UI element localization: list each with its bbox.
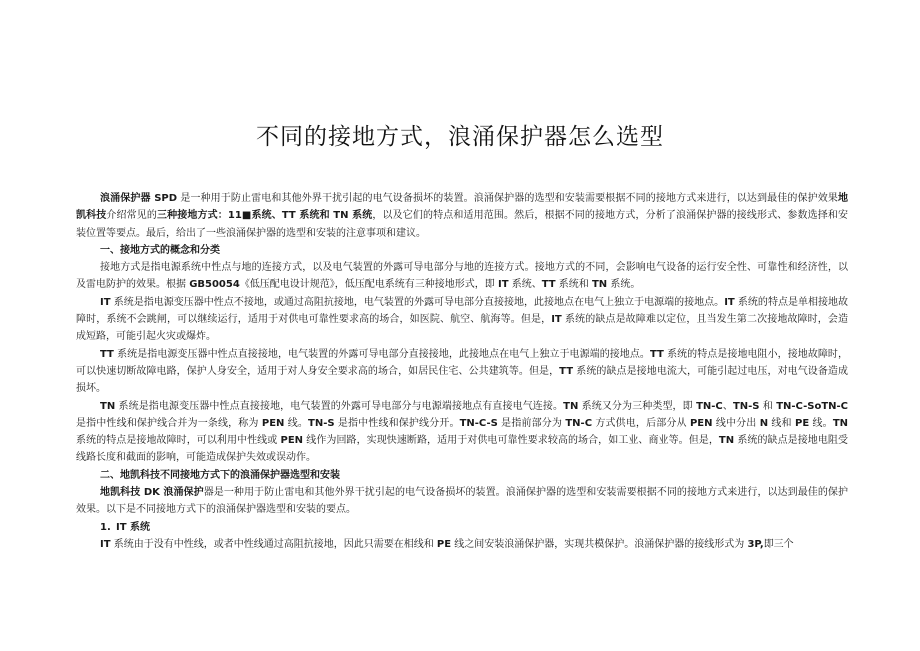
- text-run: TN: [832, 417, 849, 429]
- text-run: 系统、: [508, 279, 542, 291]
- text-run: IT: [498, 279, 509, 291]
- text-run: 三种接地方式：11■系统、TT 系统和 TN 系统: [157, 210, 373, 222]
- document-title: 不同的接地方式，浪涌保护器怎么选型: [256, 124, 664, 150]
- section-heading-1: 一、接地方式的概念和分类: [100, 244, 220, 256]
- text-run: 和: [759, 400, 777, 412]
- text-run: 《低压配电设计规范》，低压配电系统有三种接地形式，即: [239, 279, 498, 291]
- text-run: IT: [100, 538, 111, 550]
- intro-paragraph: [76, 190, 848, 242]
- text-run: 即三个: [763, 538, 794, 550]
- tn-system-paragraph: [76, 398, 848, 467]
- grounding-concept-paragraph: [76, 259, 848, 294]
- text-run: 系统的特点是接地故障时，可以利用中性线或: [76, 435, 281, 447]
- text-run: 线。: [284, 417, 309, 429]
- text-run: TT: [559, 365, 574, 377]
- text-run: N: [759, 417, 769, 429]
- text-run: IT: [100, 296, 111, 308]
- text-run: 系统的缺点是故障难以定位，且当发生第二次接地故障时，会造成短路，可能引起火灾或爆炸。: [76, 314, 848, 343]
- text-run: 地凯科技: [76, 193, 848, 222]
- text-run: 系统的缺点是接地电流大，可能引起过电压，对电气设备造成损坏。: [76, 365, 849, 395]
- text-run: 线中分出: [712, 417, 760, 429]
- text-run: 系统是指电源变压器中性点直接接地，电气装置的外露可导电部分直接接地，此接地点在电气上独立于电源端的接地点。: [113, 348, 650, 360]
- text-run: TN-S: [732, 400, 760, 412]
- text-run: PEN: [280, 435, 304, 447]
- text-run: 接地方式是指电源系统中性点与地的连接方式，以及电气装置的外露可导电部分与地的连接方式。接地方式的不同，会影响电气设备的运行安全性、可靠性和经济性，以及雷电防护的效果。根据: [76, 262, 848, 291]
- text-run: 是指前部分为: [497, 417, 566, 429]
- text-run: 系统的缺点是接地电阻受线路长度和截面的影响，可能造成保护失效或误动作。: [76, 435, 848, 464]
- text-run: TN: [591, 279, 608, 291]
- text-run: 介绍常见的: [106, 210, 157, 222]
- text-run: 、: [722, 400, 733, 412]
- text-run: TN-C-SoTN-C: [776, 400, 849, 412]
- text-run: GB50054: [189, 279, 240, 291]
- text-run: 线。: [809, 417, 833, 429]
- it-system-paragraph: [76, 294, 848, 346]
- text-run: 系统由于没有中性线，或者中性线通过高阻抗接地，因此只需要在相线和: [110, 538, 437, 550]
- text-run: 系统和: [555, 279, 592, 291]
- text-run: TT: [100, 348, 114, 360]
- text-run: 是指中性线和保护线分开。: [334, 417, 460, 429]
- tt-system-paragraph: [76, 346, 848, 398]
- text-run: 浪涌保护器 SPD: [100, 193, 178, 204]
- text-run: PEN: [689, 417, 713, 429]
- text-run: PE: [436, 538, 452, 550]
- text-run: TN: [563, 400, 579, 412]
- text-run: TN-C-S: [459, 417, 498, 429]
- text-run: 系统是指电源变压器中性点直接接地，电气装置的外露可导电部分与电源端接地点有直接电气连接。: [115, 400, 564, 412]
- text-run: 线作为回路，实现快速断路，适用于对供电可靠性要求较高的场合，如工业、商业等。但是，: [303, 435, 719, 447]
- text-run: TN-C: [565, 417, 593, 429]
- text-run: 器是一种用于防止雷电和其他外界干扰引起的电气设备损坏的装置。浪涌保护器的选型和安装需要根据不同的接地方式来进行，以达到最佳的保护效果。以下是不同接地方式下的浪涌保护器选型和安装的要点。: [76, 487, 849, 516]
- text-run: 线和: [768, 417, 796, 429]
- text-run: TN-S: [308, 417, 335, 429]
- text-run: 系统的特点是接地电阻小，接地故障时，可以快速切断故障电路，保护人身安全，适用于对人身安全要求高的场合，如居民住宅、公共建筑等。但是，: [76, 348, 848, 377]
- spd-selection-paragraph: [76, 484, 848, 519]
- subsection-title: IT 系统: [116, 521, 151, 533]
- text-run: 线之间安装浪涌保护器，实现共模保护。浪涌保护器的接线形式为: [451, 538, 748, 550]
- text-run: PEN: [261, 417, 285, 429]
- text-run: TT: [649, 348, 664, 360]
- text-run: IT: [724, 296, 735, 308]
- text-run: ，以及它们的特点和适用范围。然后，根据不同的接地方式，分析了浪涌保护器的接线形式、参数选择和安装位置等要点。最后，给出了一些浪涌保护器的选型和安装的注意事项和建议。: [76, 210, 849, 239]
- text-run: TN: [100, 400, 116, 412]
- text-run: TN-C: [696, 400, 723, 412]
- text-run: 系统的特点是单相接地故障时，系统不会跳闸，可以继续运行，适用于对供电可靠性要求高的场合，如医院、航空、航海等。但是，: [76, 296, 848, 326]
- section-heading-2: 二、地凯科技不同接地方式下的浪涌保护器选型和安装: [100, 469, 340, 481]
- text-run: 系统是指电源变压器中性点不接地，或通过高阻抗接地，电气装置的外露可导电部分直接接地，此接地点在电气上独立于电源端的接地点。: [110, 296, 725, 308]
- text-run: IT: [551, 314, 562, 326]
- text-run: 系统。: [607, 279, 641, 291]
- text-run: 系统又分为三种类型，即: [578, 400, 697, 412]
- document-body: [76, 190, 848, 553]
- text-run: 是指中性线和保护线合并为一条线，称为: [76, 417, 262, 429]
- it-spd-paragraph: [76, 536, 848, 553]
- subsection-heading-it: [76, 519, 848, 536]
- text-run: 地凯科技 DK 浪涌保护: [100, 487, 204, 499]
- text-run: PE: [795, 417, 810, 429]
- list-number: 1.: [100, 521, 111, 533]
- text-run: TN: [718, 435, 735, 447]
- text-run: 是一种用于防止雷电和其他外界干扰引起的电气设备损坏的装置。浪涌保护器的选型和安装需要根据不同的接地方式来进行，以达到最佳的保护效果: [177, 193, 838, 204]
- text-run: 方式供电，后部分从: [592, 417, 690, 429]
- text-run: 3P,: [747, 538, 764, 550]
- text-run: TT: [541, 279, 556, 291]
